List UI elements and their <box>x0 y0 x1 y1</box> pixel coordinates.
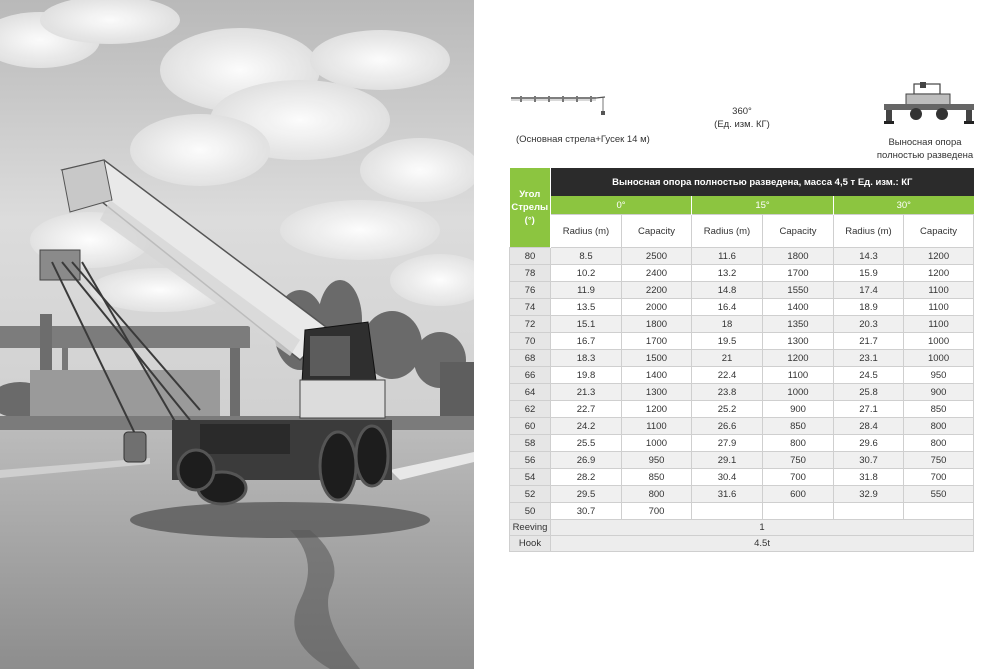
capacity-header: Capacity <box>763 215 834 248</box>
table-row <box>510 452 974 469</box>
capacity-cell: 1100 <box>904 316 974 333</box>
capacity-cell: 800 <box>622 486 692 503</box>
outrigger-caption-line2: полностью разведена <box>876 150 974 161</box>
crane-photo-image <box>0 0 474 669</box>
capacity-cell: 1000 <box>622 435 692 452</box>
radius-cell: 15.1 <box>551 316 622 333</box>
radius-cell: 29.5 <box>551 486 622 503</box>
table-row <box>510 469 974 486</box>
capacity-cell: 750 <box>763 452 834 469</box>
boom-angle-header-line2: Стрелы <box>511 202 549 213</box>
boom-angle-cell: 54 <box>510 469 551 486</box>
capacity-cell: 900 <box>904 384 974 401</box>
capacity-cell: 700 <box>763 469 834 486</box>
table-row <box>510 350 974 367</box>
radius-cell: 16.7 <box>551 333 622 350</box>
capacity-cell: 700 <box>622 503 692 520</box>
table-row <box>510 282 974 299</box>
capacity-cell: 2500 <box>622 248 692 265</box>
radius-cell: 20.3 <box>834 316 904 333</box>
capacity-cell: 1000 <box>904 333 974 350</box>
boom-angle-cell: 50 <box>510 503 551 520</box>
radius-cell: 22.7 <box>551 401 622 418</box>
table-row <box>510 367 974 384</box>
boom-angle-cell: 62 <box>510 401 551 418</box>
capacity-cell: 850 <box>763 418 834 435</box>
table-row <box>510 248 974 265</box>
capacity-cell: 750 <box>904 452 974 469</box>
radius-cell: 11.6 <box>692 248 763 265</box>
capacity-cell: 550 <box>904 486 974 503</box>
radius-cell: 13.2 <box>692 265 763 282</box>
boom-angle-cell: 72 <box>510 316 551 333</box>
radius-cell: 14.8 <box>692 282 763 299</box>
reeving-value: 1 <box>551 520 974 536</box>
radius-cell: 14.3 <box>834 248 904 265</box>
capacity-cell: 950 <box>622 452 692 469</box>
boom-angle-cell: 66 <box>510 367 551 384</box>
hook-label: Hook <box>510 536 551 552</box>
capacity-cell: 1400 <box>763 299 834 316</box>
load-capacity-table <box>509 168 974 552</box>
capacity-cell: 850 <box>904 401 974 418</box>
boom-angle-cell: 80 <box>510 248 551 265</box>
table-row <box>510 265 974 282</box>
radius-cell: 8.5 <box>551 248 622 265</box>
table-row <box>510 384 974 401</box>
capacity-cell: 600 <box>763 486 834 503</box>
radius-cell: 21.3 <box>551 384 622 401</box>
boom-angle-header <box>510 168 551 248</box>
capacity-header: Capacity <box>622 215 692 248</box>
radius-cell: 19.5 <box>692 333 763 350</box>
radius-cell: 24.2 <box>551 418 622 435</box>
radius-cell: 27.1 <box>834 401 904 418</box>
capacity-cell: 1800 <box>763 248 834 265</box>
slew-angle-label: 360° <box>732 106 752 117</box>
reeving-row <box>510 520 974 536</box>
radius-cell: 28.2 <box>551 469 622 486</box>
radius-cell: 29.1 <box>692 452 763 469</box>
reeving-label: Reeving <box>510 520 551 536</box>
radius-header: Radius (m) <box>551 215 622 248</box>
outrigger-icon <box>884 82 974 124</box>
capacity-cell: 950 <box>904 367 974 384</box>
capacity-cell: 1300 <box>622 384 692 401</box>
radius-cell: 23.8 <box>692 384 763 401</box>
capacity-cell: 850 <box>622 469 692 486</box>
radius-cell: 22.4 <box>692 367 763 384</box>
radius-cell <box>834 503 904 520</box>
boom-angle-header-line1: Угол <box>519 189 541 200</box>
boom-angle-header-line3: (°) <box>524 215 535 226</box>
capacity-cell: 1550 <box>763 282 834 299</box>
radius-cell: 31.8 <box>834 469 904 486</box>
capacity-cell: 1100 <box>904 299 974 316</box>
outrigger-caption-line1: Выносная опора <box>888 137 962 148</box>
radius-cell: 25.2 <box>692 401 763 418</box>
capacity-cell: 700 <box>904 469 974 486</box>
radius-cell: 27.9 <box>692 435 763 452</box>
radius-cell: 16.4 <box>692 299 763 316</box>
radius-cell: 13.5 <box>551 299 622 316</box>
boom-angle-cell: 78 <box>510 265 551 282</box>
radius-cell: 29.6 <box>834 435 904 452</box>
capacity-cell: 800 <box>904 435 974 452</box>
radius-cell: 10.2 <box>551 265 622 282</box>
jib-angle-15: 15° <box>692 196 834 215</box>
capacity-cell: 800 <box>763 435 834 452</box>
radius-cell: 19.8 <box>551 367 622 384</box>
boom-angle-cell: 70 <box>510 333 551 350</box>
radius-cell: 30.7 <box>551 503 622 520</box>
boom-angle-cell: 74 <box>510 299 551 316</box>
capacity-cell: 2000 <box>622 299 692 316</box>
capacity-cell: 1200 <box>622 401 692 418</box>
radius-cell <box>692 503 763 520</box>
hook-value: 4.5t <box>551 536 974 552</box>
capacity-cell: 1700 <box>763 265 834 282</box>
table-row <box>510 316 974 333</box>
hook-row <box>510 536 974 552</box>
boom-configuration-caption: (Основная стрела+Гусек 14 м) <box>516 134 650 145</box>
radius-cell: 31.6 <box>692 486 763 503</box>
capacity-cell: 2400 <box>622 265 692 282</box>
radius-cell: 26.6 <box>692 418 763 435</box>
capacity-cell: 1200 <box>904 248 974 265</box>
boom-angle-cell: 52 <box>510 486 551 503</box>
radius-cell: 25.8 <box>834 384 904 401</box>
radius-cell: 26.9 <box>551 452 622 469</box>
radius-cell: 30.7 <box>834 452 904 469</box>
capacity-cell: 1800 <box>622 316 692 333</box>
table-row <box>510 299 974 316</box>
crane-photo <box>0 0 474 669</box>
outrigger-caption <box>870 136 980 162</box>
radius-cell: 30.4 <box>692 469 763 486</box>
table-row <box>510 401 974 418</box>
table-row <box>510 503 974 520</box>
capacity-cell: 1000 <box>904 350 974 367</box>
capacity-cell: 900 <box>763 401 834 418</box>
capacity-header: Capacity <box>904 215 974 248</box>
radius-header: Radius (m) <box>834 215 904 248</box>
load-chart-panel <box>474 0 1004 669</box>
capacity-cell <box>763 503 834 520</box>
boom-angle-cell: 58 <box>510 435 551 452</box>
capacity-cell: 1300 <box>763 333 834 350</box>
boom-angle-cell: 64 <box>510 384 551 401</box>
capacity-cell: 1100 <box>904 282 974 299</box>
capacity-cell: 1200 <box>904 265 974 282</box>
capacity-cell: 800 <box>904 418 974 435</box>
jib-angle-30: 30° <box>834 196 974 215</box>
units-label: (Ед. изм. КГ) <box>714 119 770 130</box>
boom-angle-cell: 60 <box>510 418 551 435</box>
radius-cell: 25.5 <box>551 435 622 452</box>
table-row <box>510 333 974 350</box>
jib-angle-0: 0° <box>551 196 692 215</box>
capacity-cell: 1350 <box>763 316 834 333</box>
radius-cell: 11.9 <box>551 282 622 299</box>
radius-cell: 18 <box>692 316 763 333</box>
radius-cell: 24.5 <box>834 367 904 384</box>
capacity-cell: 2200 <box>622 282 692 299</box>
radius-cell: 15.9 <box>834 265 904 282</box>
radius-cell: 17.4 <box>834 282 904 299</box>
table-title: Выносная опора полностью разведена, масса 4,5 т Ед. изм.: КГ <box>551 168 974 196</box>
radius-cell: 21 <box>692 350 763 367</box>
radius-cell: 18.3 <box>551 350 622 367</box>
table-body <box>510 248 974 520</box>
capacity-cell: 1100 <box>622 418 692 435</box>
table-row <box>510 486 974 503</box>
table-row <box>510 418 974 435</box>
radius-cell: 28.4 <box>834 418 904 435</box>
boom-jib-icon <box>510 94 606 116</box>
boom-angle-cell: 56 <box>510 452 551 469</box>
radius-cell: 23.1 <box>834 350 904 367</box>
capacity-cell: 1100 <box>763 367 834 384</box>
capacity-cell: 1000 <box>763 384 834 401</box>
capacity-cell: 1400 <box>622 367 692 384</box>
capacity-cell: 1700 <box>622 333 692 350</box>
boom-angle-cell: 68 <box>510 350 551 367</box>
capacity-cell: 1200 <box>763 350 834 367</box>
capacity-cell: 1500 <box>622 350 692 367</box>
capacity-cell <box>904 503 974 520</box>
radius-cell: 18.9 <box>834 299 904 316</box>
table-row <box>510 435 974 452</box>
radius-header: Radius (m) <box>692 215 763 248</box>
radius-cell: 21.7 <box>834 333 904 350</box>
boom-angle-cell: 76 <box>510 282 551 299</box>
radius-cell: 32.9 <box>834 486 904 503</box>
